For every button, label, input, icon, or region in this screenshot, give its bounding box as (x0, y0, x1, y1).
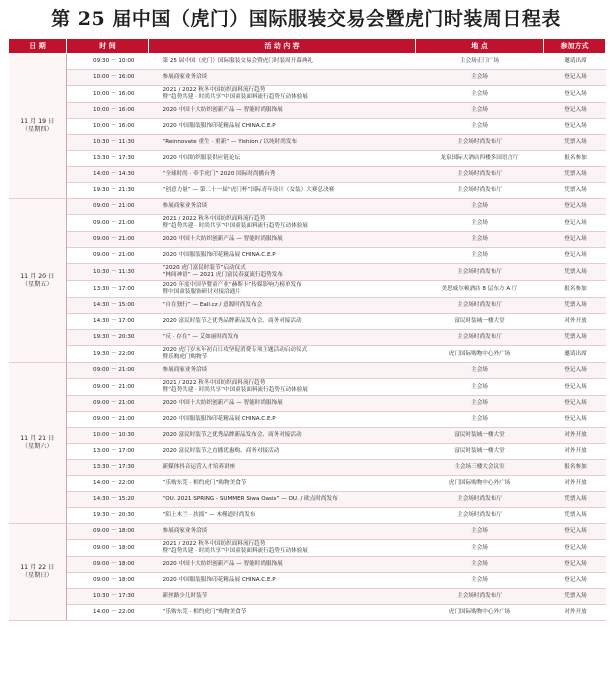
table-row (9, 346, 606, 363)
day-date-cell (9, 199, 67, 363)
page-title: 第 25 届中国（虎门）国际服装交易会暨虎门时装周日程表 (51, 8, 561, 30)
schedule-body (9, 54, 606, 621)
event-content-line: 2020 中国服装服饰印花精品展 CHINA.C.E.P (162, 252, 276, 259)
event-content (149, 346, 416, 363)
event-attendance-method: 对外开放 (544, 605, 606, 621)
event-content-line: “乐购东莞 · 相约虎门”购物美食节 (162, 480, 247, 487)
table-row (9, 379, 606, 396)
event-attendance-method: 凭票入场 (544, 298, 606, 314)
event-content-line: 2020 中国十大纺织创新产品 — 智能时尚服饰展 (162, 400, 283, 407)
event-time: 14:00 － 22:00 (67, 476, 149, 492)
day-weekday: （星期五） (21, 280, 53, 288)
event-location: 主会场 (416, 524, 544, 540)
day-date-cell (9, 524, 67, 621)
event-location: 主会场时尚发布厅 (416, 135, 544, 151)
event-location: 虎门国际购物中心外广场 (416, 605, 544, 621)
event-content (149, 396, 416, 412)
event-time: 10:30 － 11:30 (67, 135, 149, 151)
event-content (149, 103, 416, 119)
event-time: 09:00 － 18:00 (67, 524, 149, 540)
event-location: 主会场 (416, 412, 544, 428)
event-location: 主会场 (416, 573, 544, 589)
event-content-line: 2020 中国服装服饰印花精品展 CHINA.C.E.P (162, 416, 276, 423)
event-content-line: 2020 中国十大纺织创新产品 — 智能时尚服饰展 (162, 236, 283, 243)
event-time: 10:00 － 16:00 (67, 86, 149, 103)
table-row (9, 492, 606, 508)
event-attendance-method: 登记入场 (544, 540, 606, 557)
event-location: 主会场三楼大会议室 (416, 460, 544, 476)
table-row (9, 264, 606, 281)
event-time: 09:00 － 21:00 (67, 412, 149, 428)
event-time: 09:00 － 21:00 (67, 396, 149, 412)
event-content-line: 2021 / 2022 秋冬中国纺织面料流行趋势 (162, 541, 266, 548)
event-content-line: 2020 中国纺织服装供应链论坛 (162, 155, 241, 162)
event-time: 09:00 － 18:00 (67, 540, 149, 557)
table-row (9, 330, 606, 346)
event-attendance-method: 邀请出席 (544, 346, 606, 363)
event-location: 主会场 (416, 70, 544, 86)
table-row (9, 281, 606, 298)
day-date: 11 月 21 日 (20, 435, 55, 442)
event-time: 14:30 － 15:00 (67, 298, 149, 314)
event-content (149, 524, 416, 540)
event-attendance-method: 凭票入场 (544, 183, 606, 199)
event-content-line: 2021 / 2022 秋冬中国纺织面料流行趋势 (162, 380, 266, 387)
event-content (149, 151, 416, 167)
event-attendance-method: 登记入场 (544, 524, 606, 540)
day-weekday: （星期日） (21, 572, 53, 579)
table-row (9, 103, 606, 119)
event-attendance-method: 登记入场 (544, 363, 606, 379)
event-attendance-method: 凭票入场 (544, 167, 606, 183)
event-content-line: 2020 中国十大纺织创新产品 — 智能时尚服饰展 (162, 561, 283, 568)
table-row (9, 573, 606, 589)
event-content (149, 298, 416, 314)
event-content-line: 2020 年度中国孕婴童产业“赫斯卡”传媒影响力榜单发布 (162, 282, 302, 289)
event-location: 主会场 (416, 215, 544, 232)
table-row (9, 508, 606, 524)
event-location: 主会场 (416, 557, 544, 573)
event-content-line: 2021 / 2022 秋冬中国纺织面料流行趋势 (162, 87, 266, 94)
event-content (149, 167, 416, 183)
event-attendance-method: 登记入场 (544, 412, 606, 428)
event-content (149, 86, 416, 103)
event-time: 09:00 － 21:00 (67, 199, 149, 215)
table-row (9, 232, 606, 248)
event-location: 主会场时尚发布厅 (416, 492, 544, 508)
event-content (149, 199, 416, 215)
event-time: 19:30 － 20:30 (67, 508, 149, 524)
event-content-line: “2020 虎门富民时装节”启动仪式 (162, 265, 246, 272)
event-attendance-method: 凭票入场 (544, 589, 606, 605)
event-content-line: “创意力量” — 第二十一届“虎门杯”国际青年设计（女装）大赛总决赛 (162, 187, 335, 194)
event-location: 主会场时尚发布厅 (416, 183, 544, 199)
event-time: 10:00 － 10:30 (67, 428, 149, 444)
event-location: 主会场时尚发布厅 (416, 589, 544, 605)
event-attendance-method: 凭票入场 (544, 508, 606, 524)
header-method: 参加方式 (544, 39, 606, 54)
event-content (149, 428, 416, 444)
event-attendance-method: 登记入场 (544, 86, 606, 103)
day-date: 11 月 20 日 (20, 272, 55, 280)
event-content-line: 2021 / 2022 秋冬中国纺织面料流行趋势 (162, 216, 266, 223)
event-attendance-method: 登记入场 (544, 199, 606, 215)
day-date: 11 月 22 日 (20, 564, 55, 571)
event-content-line: 暨“趋势共建 · 时尚共享”中国童装面料流行趋势互动体验展 (162, 94, 308, 100)
table-row (9, 476, 606, 492)
event-location: 主会场 (416, 363, 544, 379)
event-content-line: “Reinnovate 重生 · 重新” — Yishion / 以纯时尚发布 (162, 139, 298, 146)
event-content (149, 135, 416, 151)
event-attendance-method: 对外开放 (544, 444, 606, 460)
event-content (149, 557, 416, 573)
event-location: 富民时装城一楼大堂 (416, 314, 544, 330)
event-attendance-method: 登记入场 (544, 103, 606, 119)
event-location: 主会场 (416, 248, 544, 264)
event-attendance-method: 报名参加 (544, 460, 606, 476)
event-content-line: 暨“趋势共建 · 时尚共享”中国童装面料流行趋势互动体验展 (162, 223, 308, 229)
event-content-line: “林间神语” — 2021 虎门富民春夏流行趋势发布 (162, 272, 283, 278)
event-attendance-method: 凭票入场 (544, 135, 606, 151)
table-row (9, 215, 606, 232)
event-location: 主会场 (416, 396, 544, 412)
event-time: 09:30 － 10:00 (67, 54, 149, 70)
table-header-row (9, 39, 606, 54)
table-row (9, 54, 606, 70)
event-time: 14:30 － 15:20 (67, 492, 149, 508)
event-time: 14:00 － 14:30 (67, 167, 149, 183)
table-row (9, 396, 606, 412)
event-content (149, 444, 416, 460)
event-location: 主会场时尚发布厅 (416, 330, 544, 346)
event-time: 09:00 － 21:00 (67, 363, 149, 379)
event-content-line: 2020 中国服装服饰印花精品展 CHINA.C.E.P (162, 123, 276, 130)
event-content (149, 379, 416, 396)
event-time: 14:30 － 17:00 (67, 314, 149, 330)
event-content (149, 183, 416, 199)
table-row (9, 199, 606, 215)
event-time: 10:00 － 16:00 (67, 103, 149, 119)
event-content-line: 参展商家业务洽谈 (162, 528, 208, 535)
table-row (9, 86, 606, 103)
day-date: 11 月 19 日 (20, 118, 55, 125)
event-content-line: 新媒体抖音运营人才培养讲座 (162, 464, 236, 471)
event-content (149, 476, 416, 492)
event-content-line: 2020 中国十大纺织创新产品 — 智能时尚服饰展 (162, 107, 283, 114)
event-content-line: 新丝路少儿时装节 (162, 593, 208, 600)
event-attendance-method: 登记入场 (544, 573, 606, 589)
event-content-line: 暨“趋势共建 · 时尚共享”中国童装面料流行趋势互动体验展 (162, 387, 308, 393)
event-content-line: “全球时尚 · 牵手虎门” 2020 国际时尚播台秀 (162, 171, 276, 178)
event-location: 主会场 (416, 86, 544, 103)
day-date-cell (9, 363, 67, 524)
event-attendance-method: 对外开放 (544, 476, 606, 492)
event-content-line: 暨乐购虎门购物节 (162, 354, 208, 360)
event-attendance-method: 登记入场 (544, 215, 606, 232)
event-location: 主会场 (416, 540, 544, 557)
event-location: 主会场时尚发布厅 (416, 298, 544, 314)
event-location: 主会场 (416, 232, 544, 248)
event-content-line: 2020 中国服装服饰印花精品展 CHINA.C.E.P (162, 577, 276, 584)
table-row (9, 183, 606, 199)
event-attendance-method: 登记入场 (544, 396, 606, 412)
event-location: 美思威尔顿酒店 8 层东方 A 厅 (416, 281, 544, 298)
event-content-line: “OU. 2021 SPRING - SUMMER Siwa Oasis” — OU. / 欧点时尚发布 (162, 496, 338, 503)
day-weekday: （星期六） (21, 443, 53, 450)
event-location: 富民时装城一楼大堂 (416, 444, 544, 460)
event-attendance-method: 登记入场 (544, 248, 606, 264)
header-time: 时 间 (67, 39, 149, 54)
event-attendance-method: 报名参加 (544, 281, 606, 298)
event-content-line: 2020 富民时装节之直播优惠购、商务对接活动 (162, 448, 280, 455)
table-row (9, 151, 606, 167)
event-content (149, 412, 416, 428)
event-content (149, 540, 416, 557)
event-location: 主会场时尚发布厅 (416, 264, 544, 281)
event-content (149, 281, 416, 298)
event-content-line: 2020 富民时装节之优秀品牌新品发布会、商务对接活动 (162, 432, 302, 439)
header-date: 日 期 (9, 39, 67, 54)
table-row (9, 444, 606, 460)
event-attendance-method: 凭票入场 (544, 330, 606, 346)
event-content-line: 参展商家业务洽谈 (162, 74, 208, 81)
event-time: 09:00 － 21:00 (67, 232, 149, 248)
table-row (9, 314, 606, 330)
event-content-line: 参展商家业务洽谈 (162, 203, 208, 210)
event-content (149, 363, 416, 379)
event-location: 主会场时尚发布厅 (416, 167, 544, 183)
event-time: 19:30 － 21:30 (67, 183, 149, 199)
event-content (149, 215, 416, 232)
event-location: 主会场正门广场 (416, 54, 544, 70)
event-content-line: 暨中国童装服饰研讨对接洽通片 (162, 289, 241, 295)
event-content (149, 248, 416, 264)
event-attendance-method: 登记入场 (544, 119, 606, 135)
event-attendance-method: 凭票入场 (544, 492, 606, 508)
event-attendance-method: 登记入场 (544, 70, 606, 86)
day-weekday: （星期四） (21, 126, 53, 133)
event-time: 13:30 － 17:00 (67, 281, 149, 298)
event-content (149, 508, 416, 524)
event-time: 13:30 － 17:30 (67, 460, 149, 476)
event-location: 虎门国际购物中心外广场 (416, 346, 544, 363)
event-time: 19:30 － 20:30 (67, 330, 149, 346)
table-row (9, 605, 606, 621)
event-content (149, 492, 416, 508)
table-row (9, 135, 606, 151)
event-time: 13:30 － 17:30 (67, 151, 149, 167)
event-time: 09:00 － 18:00 (67, 557, 149, 573)
event-time: 10:00 － 16:00 (67, 70, 149, 86)
event-content-line: 2020 虎门岁末年初百日攻坚促消费专项主题活动启动仪式 (162, 347, 308, 354)
day-date-cell (9, 54, 67, 199)
table-row (9, 412, 606, 428)
event-attendance-method: 对外开放 (544, 314, 606, 330)
event-attendance-method: 登记入场 (544, 557, 606, 573)
event-content (149, 330, 416, 346)
event-location: 主会场时尚发布厅 (416, 508, 544, 524)
event-location: 主会场 (416, 199, 544, 215)
header-location: 地 点 (416, 39, 544, 54)
event-content (149, 589, 416, 605)
event-location: 虎门国际购物中心外广场 (416, 476, 544, 492)
header-event: 活 动 内 容 (149, 39, 416, 54)
table-row (9, 70, 606, 86)
event-time: 09:00 － 21:00 (67, 248, 149, 264)
event-content (149, 119, 416, 135)
event-location: 主会场 (416, 103, 544, 119)
event-content (149, 264, 416, 281)
table-row (9, 524, 606, 540)
event-location: 富民时装城一楼大堂 (416, 428, 544, 444)
event-attendance-method: 凭票入场 (544, 264, 606, 281)
event-attendance-method: 登记入场 (544, 379, 606, 396)
table-row (9, 363, 606, 379)
event-time: 10:30 － 11:30 (67, 264, 149, 281)
event-content-line: 暨“趋势共建 · 时尚共享”中国童装面料流行趋势互动体验展 (162, 548, 308, 554)
event-content (149, 232, 416, 248)
event-content-line: “陌上木兰 · 扶摇” — 木槿道时尚发布 (162, 512, 256, 519)
table-row (9, 298, 606, 314)
event-time: 10:00 － 16:00 (67, 119, 149, 135)
event-location: 主会场 (416, 119, 544, 135)
event-content (149, 573, 416, 589)
event-time: 09:00 － 18:00 (67, 573, 149, 589)
event-attendance-method: 报名参加 (544, 151, 606, 167)
table-row (9, 589, 606, 605)
event-content (149, 54, 416, 70)
event-content-line: “反 · 存在” — 艾如丽时尚发布 (162, 334, 239, 341)
event-time: 14:00 － 22:00 (67, 605, 149, 621)
event-content (149, 314, 416, 330)
table-row (9, 428, 606, 444)
table-row (9, 248, 606, 264)
event-content (149, 605, 416, 621)
event-time: 13:00 － 17:00 (67, 444, 149, 460)
event-content-line: “乐购东莞 · 相约虎门”购物美食节 (162, 609, 247, 616)
event-location: 龙泉国际大酒店四楼多国语言厅 (416, 151, 544, 167)
schedule-table (8, 38, 606, 621)
event-content (149, 460, 416, 476)
event-content-line: 参展商家业务洽谈 (162, 367, 208, 374)
table-row (9, 557, 606, 573)
event-attendance-method: 对外开放 (544, 428, 606, 444)
event-location: 主会场 (416, 379, 544, 396)
table-row (9, 540, 606, 557)
event-time: 09:00 － 21:00 (67, 215, 149, 232)
event-time: 10:30 － 17:30 (67, 589, 149, 605)
table-row (9, 460, 606, 476)
event-attendance-method: 邀请出席 (544, 54, 606, 70)
event-content (149, 70, 416, 86)
event-time: 09:00 － 21:00 (67, 379, 149, 396)
event-content-line: “自在独行” — Eall.cz / 意源时尚发布会 (162, 302, 263, 309)
table-row (9, 119, 606, 135)
event-attendance-method: 登记入场 (544, 232, 606, 248)
event-content-line: 第 25 届中国（虎门）国际服装交易会暨虎门时装周开幕典礼 (162, 58, 314, 65)
table-row (9, 167, 606, 183)
event-time: 19:30 － 22:00 (67, 346, 149, 363)
event-content-line: 2020 富民时装节之优秀品牌新品发布会、商务对接活动 (162, 318, 302, 325)
